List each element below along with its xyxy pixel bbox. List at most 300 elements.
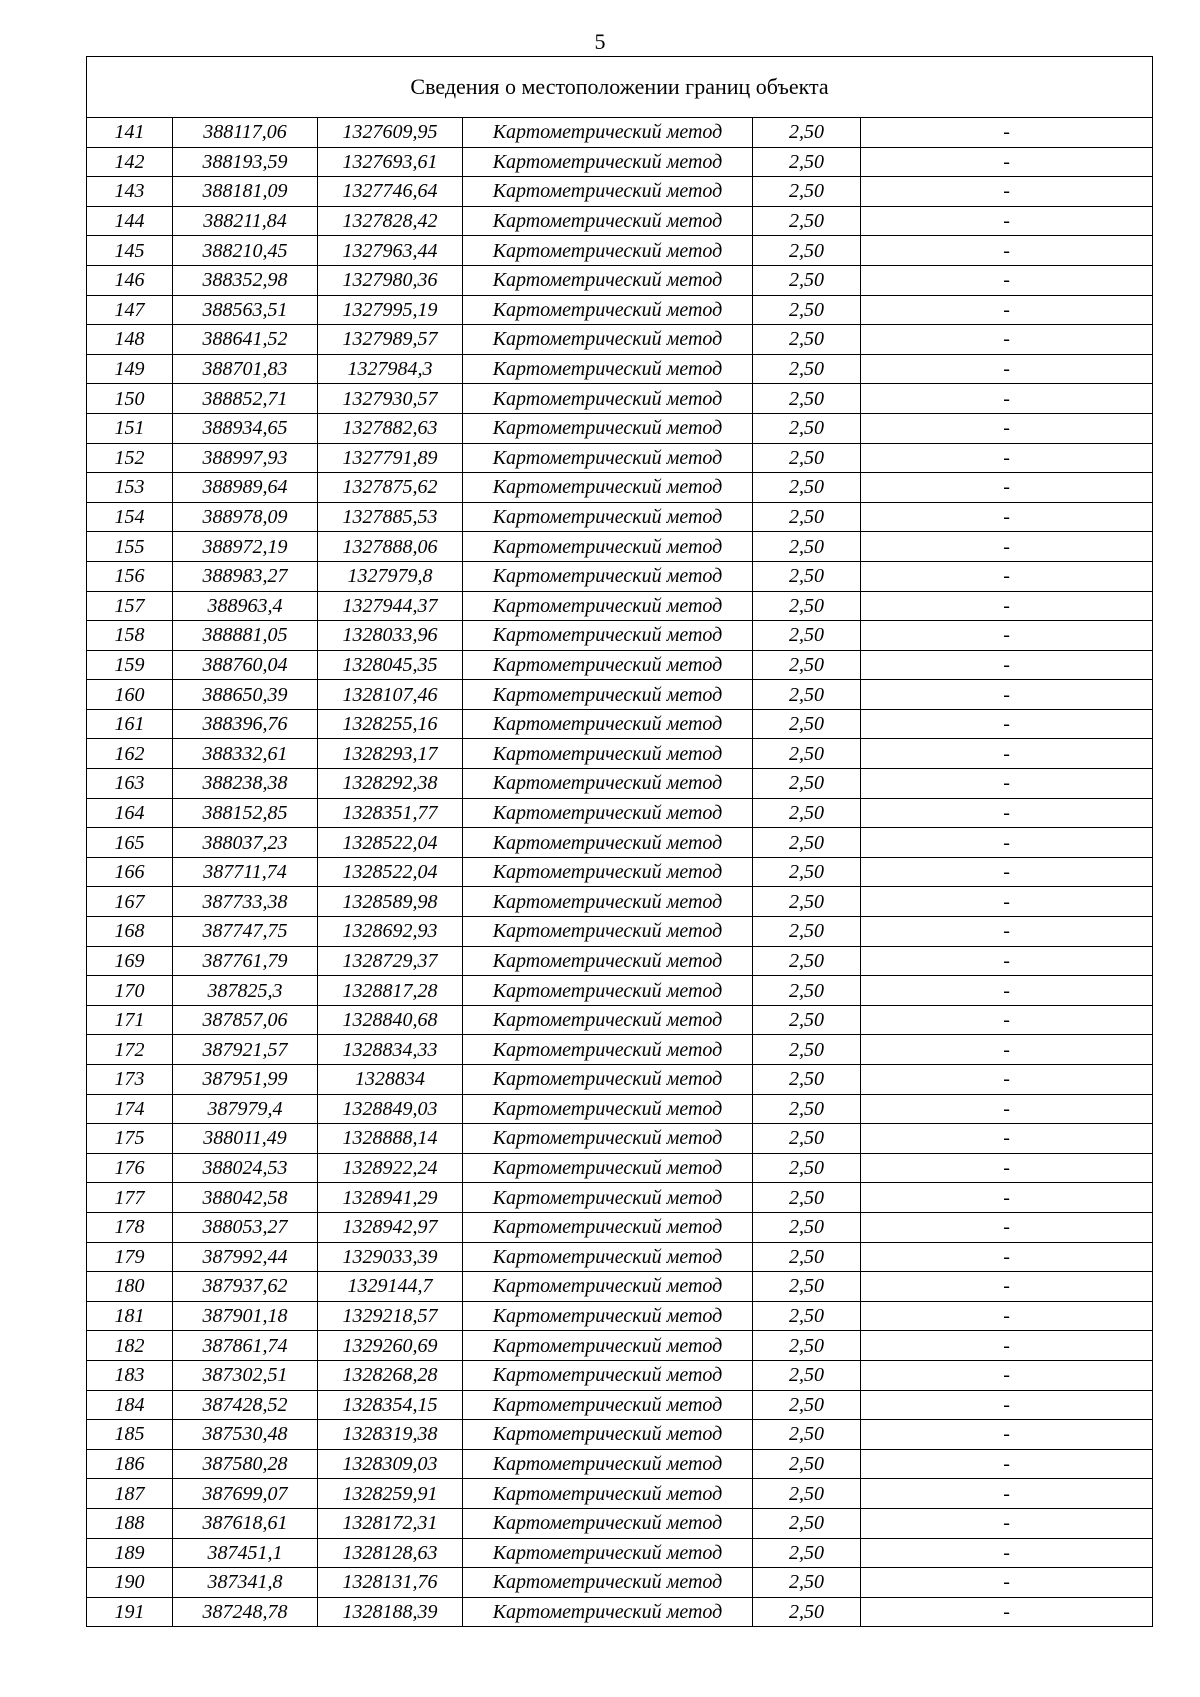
accuracy-cell: 2,50 <box>753 650 861 680</box>
accuracy-cell: 2,50 <box>753 265 861 295</box>
method-cell: Картометрический метод <box>463 798 753 828</box>
table-row <box>87 1568 1153 1598</box>
x-coordinate-cell: 388934,65 <box>173 413 318 443</box>
x-coordinate-cell: 388011,49 <box>173 1124 318 1154</box>
x-coordinate-cell: 387901,18 <box>173 1301 318 1331</box>
accuracy-cell: 2,50 <box>753 1508 861 1538</box>
table-row <box>87 976 1153 1006</box>
point-number-cell: 142 <box>87 147 173 177</box>
y-coordinate-cell: 1327828,42 <box>318 206 463 236</box>
y-coordinate-cell: 1328942,97 <box>318 1212 463 1242</box>
method-cell: Картометрический метод <box>463 1212 753 1242</box>
accuracy-cell: 2,50 <box>753 739 861 769</box>
table-row <box>87 798 1153 828</box>
accuracy-cell: 2,50 <box>753 1272 861 1302</box>
point-number-cell: 147 <box>87 295 173 325</box>
accuracy-cell: 2,50 <box>753 384 861 414</box>
y-coordinate-cell: 1328729,37 <box>318 946 463 976</box>
accuracy-cell: 2,50 <box>753 354 861 384</box>
x-coordinate-cell: 388152,85 <box>173 798 318 828</box>
y-coordinate-cell: 1328692,93 <box>318 917 463 947</box>
accuracy-cell: 2,50 <box>753 1568 861 1598</box>
accuracy-cell: 2,50 <box>753 236 861 266</box>
x-coordinate-cell: 387992,44 <box>173 1242 318 1272</box>
y-coordinate-cell: 1327882,63 <box>318 413 463 443</box>
accuracy-cell: 2,50 <box>753 798 861 828</box>
y-coordinate-cell: 1328834,33 <box>318 1035 463 1065</box>
table-row <box>87 1508 1153 1538</box>
y-coordinate-cell: 1327979,8 <box>318 561 463 591</box>
method-cell: Картометрический метод <box>463 857 753 887</box>
point-number-cell: 160 <box>87 680 173 710</box>
x-coordinate-cell: 387937,62 <box>173 1272 318 1302</box>
accuracy-cell: 2,50 <box>753 325 861 355</box>
point-number-cell: 185 <box>87 1420 173 1450</box>
x-coordinate-cell: 388650,39 <box>173 680 318 710</box>
description-cell: - <box>861 147 1153 177</box>
table-title: Сведения о местоположении границ объекта <box>87 57 1153 118</box>
x-coordinate-cell: 388042,58 <box>173 1183 318 1213</box>
description-cell: - <box>861 1065 1153 1095</box>
x-coordinate-cell: 387248,78 <box>173 1597 318 1627</box>
accuracy-cell: 2,50 <box>753 1360 861 1390</box>
x-coordinate-cell: 388641,52 <box>173 325 318 355</box>
accuracy-cell: 2,50 <box>753 769 861 799</box>
table-row <box>87 147 1153 177</box>
table-row <box>87 650 1153 680</box>
table-row <box>87 1153 1153 1183</box>
method-cell: Картометрический метод <box>463 265 753 295</box>
x-coordinate-cell: 388332,61 <box>173 739 318 769</box>
point-number-cell: 158 <box>87 621 173 651</box>
y-coordinate-cell: 1327944,37 <box>318 591 463 621</box>
table-row <box>87 621 1153 651</box>
y-coordinate-cell: 1327791,89 <box>318 443 463 473</box>
point-number-cell: 176 <box>87 1153 173 1183</box>
y-coordinate-cell: 1327888,06 <box>318 532 463 562</box>
x-coordinate-cell: 387861,74 <box>173 1331 318 1361</box>
point-number-cell: 174 <box>87 1094 173 1124</box>
accuracy-cell: 2,50 <box>753 147 861 177</box>
method-cell: Картометрический метод <box>463 1449 753 1479</box>
point-number-cell: 189 <box>87 1538 173 1568</box>
table-row <box>87 1272 1153 1302</box>
point-number-cell: 184 <box>87 1390 173 1420</box>
method-cell: Картометрический метод <box>463 1153 753 1183</box>
table-row <box>87 946 1153 976</box>
table-row <box>87 265 1153 295</box>
point-number-cell: 141 <box>87 118 173 148</box>
method-cell: Картометрический метод <box>463 206 753 236</box>
table-row <box>87 295 1153 325</box>
accuracy-cell: 2,50 <box>753 118 861 148</box>
description-cell: - <box>861 917 1153 947</box>
method-cell: Картометрический метод <box>463 443 753 473</box>
accuracy-cell: 2,50 <box>753 591 861 621</box>
y-coordinate-cell: 1327875,62 <box>318 473 463 503</box>
x-coordinate-cell: 388972,19 <box>173 532 318 562</box>
y-coordinate-cell: 1327885,53 <box>318 502 463 532</box>
point-number-cell: 167 <box>87 887 173 917</box>
y-coordinate-cell: 1328522,04 <box>318 857 463 887</box>
y-coordinate-cell: 1327746,64 <box>318 177 463 207</box>
x-coordinate-cell: 387733,38 <box>173 887 318 917</box>
description-cell: - <box>861 1597 1153 1627</box>
point-number-cell: 188 <box>87 1508 173 1538</box>
method-cell: Картометрический метод <box>463 502 753 532</box>
description-cell: - <box>861 1242 1153 1272</box>
x-coordinate-cell: 387761,79 <box>173 946 318 976</box>
point-number-cell: 173 <box>87 1065 173 1095</box>
description-cell: - <box>861 709 1153 739</box>
accuracy-cell: 2,50 <box>753 1331 861 1361</box>
y-coordinate-cell: 1328834 <box>318 1065 463 1095</box>
y-coordinate-cell: 1328259,91 <box>318 1479 463 1509</box>
description-cell: - <box>861 650 1153 680</box>
table-row <box>87 680 1153 710</box>
method-cell: Картометрический метод <box>463 1183 753 1213</box>
accuracy-cell: 2,50 <box>753 1420 861 1450</box>
accuracy-cell: 2,50 <box>753 1242 861 1272</box>
method-cell: Картометрический метод <box>463 561 753 591</box>
description-cell: - <box>861 1360 1153 1390</box>
method-cell: Картометрический метод <box>463 236 753 266</box>
y-coordinate-cell: 1328292,38 <box>318 769 463 799</box>
table-row <box>87 1301 1153 1331</box>
x-coordinate-cell: 387451,1 <box>173 1538 318 1568</box>
accuracy-cell: 2,50 <box>753 709 861 739</box>
accuracy-cell: 2,50 <box>753 1005 861 1035</box>
method-cell: Картометрический метод <box>463 739 753 769</box>
method-cell: Картометрический метод <box>463 1065 753 1095</box>
y-coordinate-cell: 1327693,61 <box>318 147 463 177</box>
description-cell: - <box>861 887 1153 917</box>
table-row <box>87 709 1153 739</box>
accuracy-cell: 2,50 <box>753 502 861 532</box>
y-coordinate-cell: 1328354,15 <box>318 1390 463 1420</box>
method-cell: Картометрический метод <box>463 1124 753 1154</box>
description-cell: - <box>861 798 1153 828</box>
point-number-cell: 169 <box>87 946 173 976</box>
accuracy-cell: 2,50 <box>753 1538 861 1568</box>
description-cell: - <box>861 1538 1153 1568</box>
y-coordinate-cell: 1327930,57 <box>318 384 463 414</box>
point-number-cell: 165 <box>87 828 173 858</box>
point-number-cell: 162 <box>87 739 173 769</box>
method-cell: Картометрический метод <box>463 118 753 148</box>
accuracy-cell: 2,50 <box>753 828 861 858</box>
point-number-cell: 148 <box>87 325 173 355</box>
y-coordinate-cell: 1327984,3 <box>318 354 463 384</box>
point-number-cell: 159 <box>87 650 173 680</box>
x-coordinate-cell: 388352,98 <box>173 265 318 295</box>
boundary-table <box>86 56 1153 1627</box>
table-row <box>87 1094 1153 1124</box>
y-coordinate-cell: 1328172,31 <box>318 1508 463 1538</box>
method-cell: Картометрический метод <box>463 147 753 177</box>
x-coordinate-cell: 388989,64 <box>173 473 318 503</box>
accuracy-cell: 2,50 <box>753 473 861 503</box>
x-coordinate-cell: 387979,4 <box>173 1094 318 1124</box>
y-coordinate-cell: 1327980,36 <box>318 265 463 295</box>
y-coordinate-cell: 1328922,24 <box>318 1153 463 1183</box>
y-coordinate-cell: 1328033,96 <box>318 621 463 651</box>
y-coordinate-cell: 1327995,19 <box>318 295 463 325</box>
accuracy-cell: 2,50 <box>753 1212 861 1242</box>
x-coordinate-cell: 387618,61 <box>173 1508 318 1538</box>
method-cell: Картометрический метод <box>463 946 753 976</box>
x-coordinate-cell: 388963,4 <box>173 591 318 621</box>
method-cell: Картометрический метод <box>463 621 753 651</box>
method-cell: Картометрический метод <box>463 295 753 325</box>
table-row <box>87 325 1153 355</box>
table-row <box>87 887 1153 917</box>
x-coordinate-cell: 388024,53 <box>173 1153 318 1183</box>
description-cell: - <box>861 295 1153 325</box>
accuracy-cell: 2,50 <box>753 1597 861 1627</box>
table-row <box>87 1449 1153 1479</box>
accuracy-cell: 2,50 <box>753 561 861 591</box>
accuracy-cell: 2,50 <box>753 177 861 207</box>
table-body <box>87 118 1153 1627</box>
description-cell: - <box>861 1153 1153 1183</box>
table-row <box>87 1331 1153 1361</box>
description-cell: - <box>861 1005 1153 1035</box>
description-cell: - <box>861 1508 1153 1538</box>
table-row <box>87 206 1153 236</box>
x-coordinate-cell: 388997,93 <box>173 443 318 473</box>
description-cell: - <box>861 1301 1153 1331</box>
method-cell: Картометрический метод <box>463 828 753 858</box>
y-coordinate-cell: 1327609,95 <box>318 118 463 148</box>
table-row <box>87 561 1153 591</box>
table-row <box>87 177 1153 207</box>
point-number-cell: 144 <box>87 206 173 236</box>
x-coordinate-cell: 388238,38 <box>173 769 318 799</box>
description-cell: - <box>861 1272 1153 1302</box>
table-row <box>87 118 1153 148</box>
accuracy-cell: 2,50 <box>753 1183 861 1213</box>
point-number-cell: 151 <box>87 413 173 443</box>
y-coordinate-cell: 1328840,68 <box>318 1005 463 1035</box>
x-coordinate-cell: 387580,28 <box>173 1449 318 1479</box>
y-coordinate-cell: 1329033,39 <box>318 1242 463 1272</box>
description-cell: - <box>861 739 1153 769</box>
point-number-cell: 181 <box>87 1301 173 1331</box>
accuracy-cell: 2,50 <box>753 976 861 1006</box>
method-cell: Картометрический метод <box>463 532 753 562</box>
table-row <box>87 1390 1153 1420</box>
description-cell: - <box>861 118 1153 148</box>
method-cell: Картометрический метод <box>463 1479 753 1509</box>
accuracy-cell: 2,50 <box>753 1094 861 1124</box>
table-row <box>87 502 1153 532</box>
method-cell: Картометрический метод <box>463 1272 753 1302</box>
accuracy-cell: 2,50 <box>753 1153 861 1183</box>
x-coordinate-cell: 387825,3 <box>173 976 318 1006</box>
point-number-cell: 191 <box>87 1597 173 1627</box>
x-coordinate-cell: 388983,27 <box>173 561 318 591</box>
accuracy-cell: 2,50 <box>753 621 861 651</box>
table-row <box>87 443 1153 473</box>
table-row <box>87 1538 1153 1568</box>
table-row <box>87 828 1153 858</box>
method-cell: Картометрический метод <box>463 887 753 917</box>
method-cell: Картометрический метод <box>463 650 753 680</box>
method-cell: Картометрический метод <box>463 976 753 1006</box>
description-cell: - <box>861 591 1153 621</box>
point-number-cell: 153 <box>87 473 173 503</box>
method-cell: Картометрический метод <box>463 325 753 355</box>
y-coordinate-cell: 1328319,38 <box>318 1420 463 1450</box>
description-cell: - <box>861 206 1153 236</box>
x-coordinate-cell: 388563,51 <box>173 295 318 325</box>
table-row <box>87 739 1153 769</box>
method-cell: Картометрический метод <box>463 354 753 384</box>
x-coordinate-cell: 387428,52 <box>173 1390 318 1420</box>
table-row <box>87 473 1153 503</box>
method-cell: Картометрический метод <box>463 413 753 443</box>
point-number-cell: 155 <box>87 532 173 562</box>
y-coordinate-cell: 1328045,35 <box>318 650 463 680</box>
point-number-cell: 179 <box>87 1242 173 1272</box>
method-cell: Картометрический метод <box>463 1508 753 1538</box>
description-cell: - <box>861 236 1153 266</box>
y-coordinate-cell: 1329144,7 <box>318 1272 463 1302</box>
method-cell: Картометрический метод <box>463 917 753 947</box>
accuracy-cell: 2,50 <box>753 917 861 947</box>
accuracy-cell: 2,50 <box>753 887 861 917</box>
description-cell: - <box>861 177 1153 207</box>
x-coordinate-cell: 388053,27 <box>173 1212 318 1242</box>
y-coordinate-cell: 1328522,04 <box>318 828 463 858</box>
point-number-cell: 154 <box>87 502 173 532</box>
y-coordinate-cell: 1328888,14 <box>318 1124 463 1154</box>
method-cell: Картометрический метод <box>463 591 753 621</box>
y-coordinate-cell: 1328351,77 <box>318 798 463 828</box>
table-row <box>87 1360 1153 1390</box>
x-coordinate-cell: 387530,48 <box>173 1420 318 1450</box>
method-cell: Картометрический метод <box>463 384 753 414</box>
x-coordinate-cell: 388978,09 <box>173 502 318 532</box>
description-cell: - <box>861 828 1153 858</box>
description-cell: - <box>861 857 1153 887</box>
x-coordinate-cell: 387951,99 <box>173 1065 318 1095</box>
point-number-cell: 152 <box>87 443 173 473</box>
description-cell: - <box>861 1094 1153 1124</box>
point-number-cell: 149 <box>87 354 173 384</box>
accuracy-cell: 2,50 <box>753 295 861 325</box>
x-coordinate-cell: 388881,05 <box>173 621 318 651</box>
description-cell: - <box>861 1183 1153 1213</box>
point-number-cell: 182 <box>87 1331 173 1361</box>
method-cell: Картометрический метод <box>463 1568 753 1598</box>
table-row <box>87 769 1153 799</box>
table-row <box>87 857 1153 887</box>
table-row <box>87 1212 1153 1242</box>
table-row <box>87 1124 1153 1154</box>
table-row <box>87 1597 1153 1627</box>
x-coordinate-cell: 387921,57 <box>173 1035 318 1065</box>
method-cell: Картометрический метод <box>463 1301 753 1331</box>
point-number-cell: 156 <box>87 561 173 591</box>
point-number-cell: 183 <box>87 1360 173 1390</box>
description-cell: - <box>861 384 1153 414</box>
table-row <box>87 236 1153 266</box>
table-row <box>87 1005 1153 1035</box>
method-cell: Картометрический метод <box>463 1360 753 1390</box>
point-number-cell: 170 <box>87 976 173 1006</box>
description-cell: - <box>861 325 1153 355</box>
table-row <box>87 1065 1153 1095</box>
description-cell: - <box>861 473 1153 503</box>
table-row <box>87 1242 1153 1272</box>
description-cell: - <box>861 1568 1153 1598</box>
point-number-cell: 178 <box>87 1212 173 1242</box>
method-cell: Картометрический метод <box>463 1005 753 1035</box>
description-cell: - <box>861 621 1153 651</box>
description-cell: - <box>861 265 1153 295</box>
y-coordinate-cell: 1327989,57 <box>318 325 463 355</box>
x-coordinate-cell: 388117,06 <box>173 118 318 148</box>
y-coordinate-cell: 1329218,57 <box>318 1301 463 1331</box>
description-cell: - <box>861 769 1153 799</box>
y-coordinate-cell: 1328188,39 <box>318 1597 463 1627</box>
point-number-cell: 163 <box>87 769 173 799</box>
x-coordinate-cell: 387711,74 <box>173 857 318 887</box>
description-cell: - <box>861 443 1153 473</box>
method-cell: Картометрический метод <box>463 680 753 710</box>
description-cell: - <box>861 532 1153 562</box>
description-cell: - <box>861 502 1153 532</box>
accuracy-cell: 2,50 <box>753 1035 861 1065</box>
table-row <box>87 1479 1153 1509</box>
accuracy-cell: 2,50 <box>753 443 861 473</box>
x-coordinate-cell: 387857,06 <box>173 1005 318 1035</box>
accuracy-cell: 2,50 <box>753 1479 861 1509</box>
point-number-cell: 177 <box>87 1183 173 1213</box>
method-cell: Картометрический метод <box>463 709 753 739</box>
method-cell: Картометрический метод <box>463 1242 753 1272</box>
description-cell: - <box>861 1212 1153 1242</box>
accuracy-cell: 2,50 <box>753 857 861 887</box>
x-coordinate-cell: 388210,45 <box>173 236 318 266</box>
y-coordinate-cell: 1328293,17 <box>318 739 463 769</box>
y-coordinate-cell: 1328107,46 <box>318 680 463 710</box>
y-coordinate-cell: 1328589,98 <box>318 887 463 917</box>
y-coordinate-cell: 1329260,69 <box>318 1331 463 1361</box>
y-coordinate-cell: 1327963,44 <box>318 236 463 266</box>
accuracy-cell: 2,50 <box>753 680 861 710</box>
point-number-cell: 180 <box>87 1272 173 1302</box>
page-number: 5 <box>594 29 606 54</box>
x-coordinate-cell: 387302,51 <box>173 1360 318 1390</box>
method-cell: Картометрический метод <box>463 1094 753 1124</box>
description-cell: - <box>861 680 1153 710</box>
x-coordinate-cell: 387341,8 <box>173 1568 318 1598</box>
table-row <box>87 1420 1153 1450</box>
description-cell: - <box>861 561 1153 591</box>
x-coordinate-cell: 387747,75 <box>173 917 318 947</box>
x-coordinate-cell: 388396,76 <box>173 709 318 739</box>
description-cell: - <box>861 1420 1153 1450</box>
point-number-cell: 164 <box>87 798 173 828</box>
method-cell: Картометрический метод <box>463 1390 753 1420</box>
method-cell: Картометрический метод <box>463 1538 753 1568</box>
table-row <box>87 384 1153 414</box>
point-number-cell: 146 <box>87 265 173 295</box>
accuracy-cell: 2,50 <box>753 206 861 236</box>
